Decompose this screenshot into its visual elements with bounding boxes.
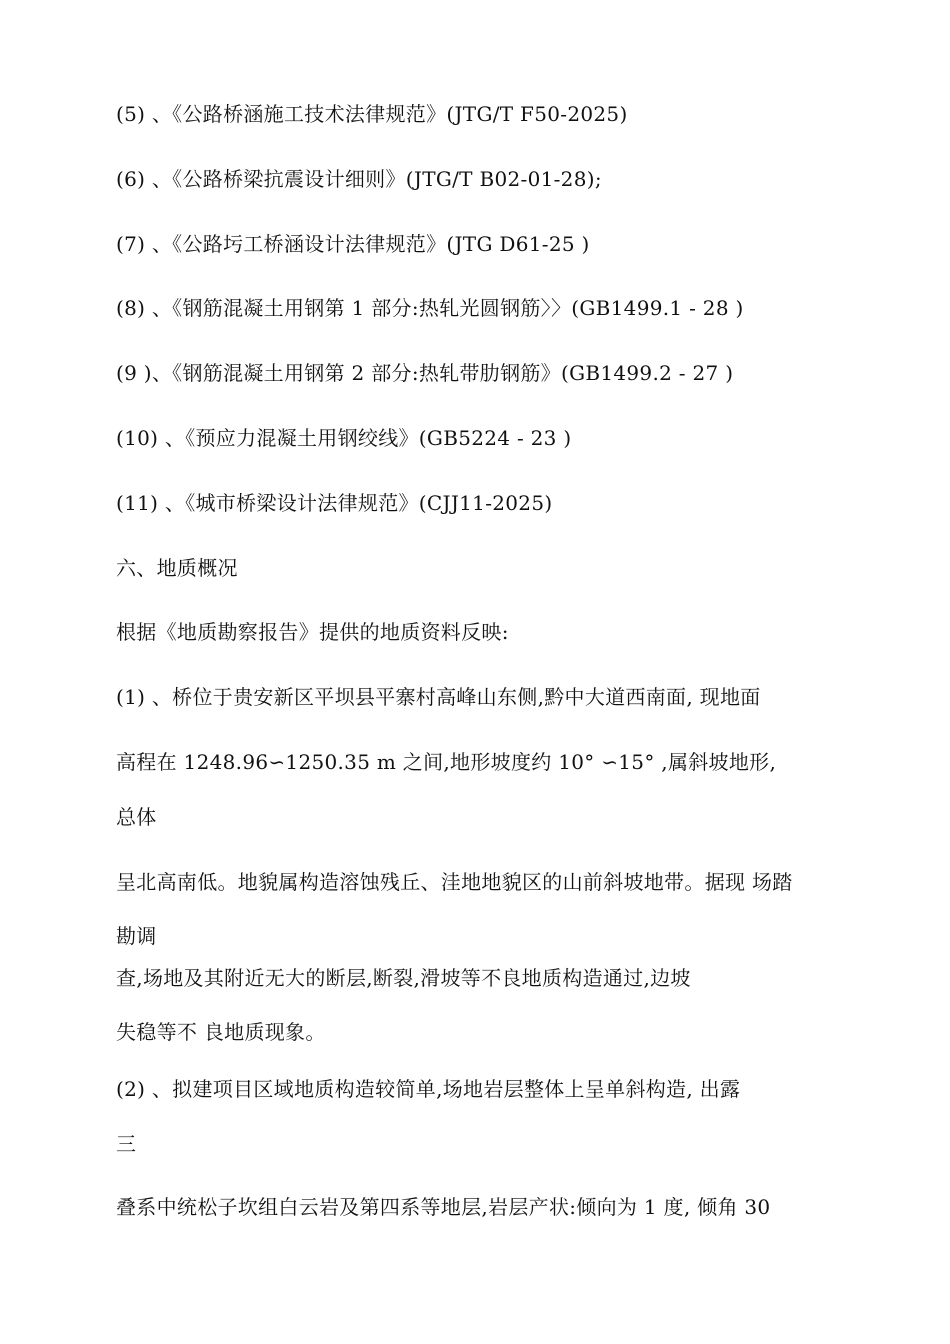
intro-paragraph: 根据《地质勘察报告》提供的地质资料反映:	[116, 620, 509, 644]
reference-item-8: (8) 、《钢筋混凝土用钢第 1 部分:热轧光圆钢筋〉〉(GB1499.1 - 28 )	[116, 296, 744, 320]
body-line: 呈北高南低。地貌属构造溶蚀残丘、洼地地貌区的山前斜坡地带。据现 场踏	[116, 870, 793, 894]
reference-item-10: (10) 、《预应力混凝土用钢绞线》(GB5224 - 23 )	[116, 426, 572, 450]
reference-item-5: (5) 、《公路桥涵施工技术法律规范》(JTG/T F50-2025)	[116, 102, 628, 126]
body-line: 三	[116, 1132, 137, 1156]
body-line: 高程在 1248.96∽1250.35 m 之间,地形坡度约 10° ∽15° ,属斜坡地形,	[116, 750, 777, 774]
body-line: 查,场地及其附近无大的断层,断裂,滑坡等不良地质构造通过,边坡	[116, 966, 691, 990]
reference-item-9: (9 )、《钢筋混凝土用钢第 2 部分:热轧带肋钢筋》(GB1499.2 - 27 )	[116, 361, 734, 385]
body-line: 勘调	[116, 924, 157, 948]
body-line: (2) 、拟建项目区域地质构造较简单,场地岩层整体上呈单斜构造, 出露	[116, 1077, 741, 1101]
reference-item-7: (7) 、《公路圬工桥涵设计法律规范》(JTG D61-25 )	[116, 232, 590, 256]
body-line: (1) 、桥位于贵安新区平坝县平寨村高峰山东侧,黔中大道西南面, 现地面	[116, 685, 761, 709]
body-line: 总体	[116, 805, 157, 829]
section-heading: 六、地质概况	[116, 556, 238, 580]
reference-item-6: (6) 、《公路桥梁抗震设计细则》(JTG/T B02-01-28);	[116, 167, 602, 191]
body-line: 失稳等不 良地质现象。	[116, 1020, 326, 1044]
reference-item-11: (11) 、《城市桥梁设计法律规范》(CJJ11-2025)	[116, 491, 553, 515]
body-line: 叠系中统松子坎组白云岩及第四系等地层,岩层产状:倾向为 1 度, 倾角 30	[116, 1195, 771, 1219]
